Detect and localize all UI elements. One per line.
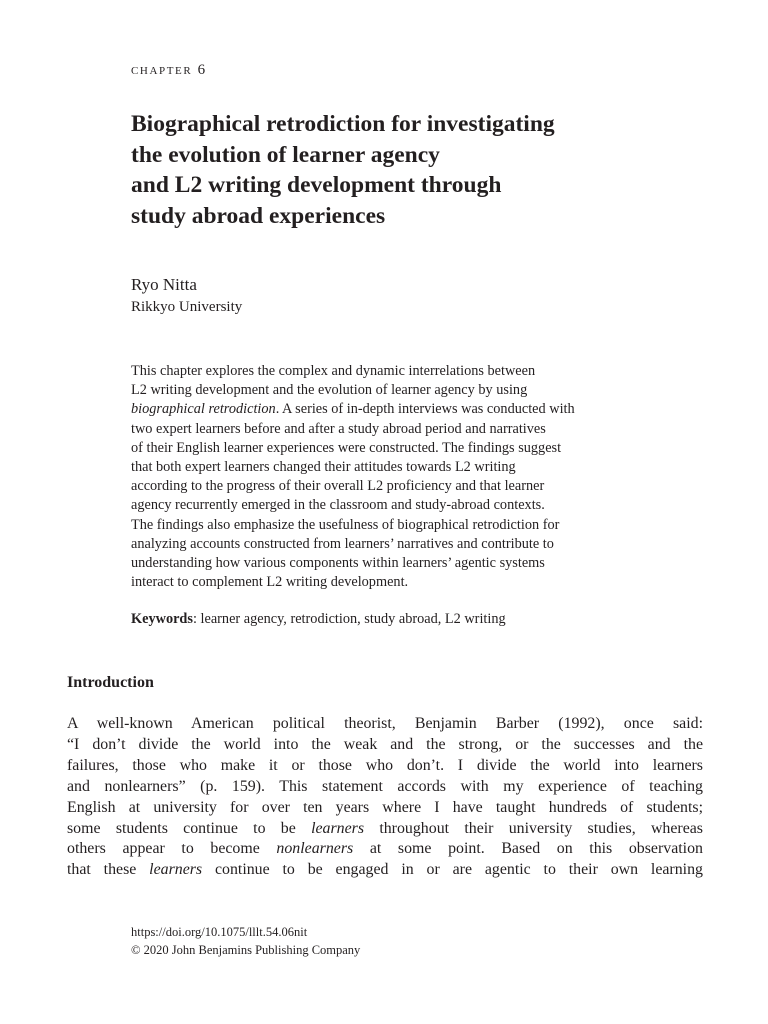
title-line: Biographical retrodiction for investigating	[131, 111, 555, 137]
doi-link[interactable]: https://doi.org/10.1075/lllt.54.06nit	[131, 925, 308, 939]
keywords-label: Keywords	[131, 611, 193, 627]
introduction-paragraph	[67, 714, 703, 881]
title-line: the evolution of learner agency	[131, 141, 440, 168]
body-line: and nonlearners” (p. 159). This statement accords with my experience of teaching	[67, 777, 703, 795]
body-text: that these	[67, 861, 150, 879]
body-text: throughout their university studies, whereas	[364, 819, 703, 837]
abstract-line: of their English learner experiences were constructed. The findings suggest	[131, 439, 562, 456]
author-affiliation: Rikkyo University	[131, 299, 243, 315]
abstract-line: The findings also emphasize the usefulness of biographical retrodiction for	[131, 516, 560, 533]
body-text: others appear to become	[67, 840, 277, 858]
emphasis: learners	[149, 861, 203, 879]
abstract-line	[131, 400, 691, 419]
body-text: continue to be engaged in or are agentic to their own learning	[202, 861, 703, 879]
abstract-line: two expert learners before and after a study abroad period and narratives	[131, 420, 546, 437]
doi-line	[131, 924, 360, 942]
copyright-notice: © 2020 John Benjamins Publishing Company	[131, 942, 361, 957]
abstract-line: understanding how various components within learners’ agentic systems	[131, 555, 545, 572]
body-line: “I don’t divide the world into the weak and the strong, or the successes and the	[67, 735, 703, 753]
body-text: at some point. Based on this observation	[353, 840, 703, 858]
abstract-text: . A series of in-depth interviews was conducted with	[275, 401, 575, 418]
body-line: English at university for over ten years where I have taught hundreds of students;	[67, 798, 703, 816]
title-line: and L2 writing development through	[131, 172, 502, 198]
abstract-line: interact to complement L2 writing development.	[131, 574, 409, 591]
body-line	[67, 839, 703, 860]
chapter-label: chapter 6	[131, 62, 207, 78]
abstract	[131, 362, 691, 592]
abstract-line: agency recurrently emerged in the classroom and study-abroad contexts.	[131, 497, 545, 514]
section-heading-introduction: Introduction	[67, 674, 154, 691]
keywords-text: : learner agency, retrodiction, study abroad, L2 writing	[192, 611, 506, 627]
abstract-line: This chapter explores the complex and dynamic interrelations between	[131, 363, 536, 379]
abstract-line: that both expert learners changed their attitudes towards L2 writing	[131, 459, 516, 476]
abstract-line: analyzing accounts constructed from learners’ narratives and contribute to	[131, 535, 554, 552]
body-line	[67, 860, 703, 881]
abstract-line: L2 writing development and the evolution of learner agency by using	[131, 382, 528, 399]
emphasis: nonlearners	[276, 840, 354, 858]
abstract-line: according to the progress of their overall L2 proficiency and that learner	[131, 478, 545, 495]
body-text: some students continue to be	[67, 819, 312, 837]
title-line: study abroad experiences	[131, 202, 386, 229]
keywords	[131, 611, 506, 628]
author-name: Ryo Nitta	[131, 275, 197, 294]
abstract-term: biographical retrodiction	[131, 401, 276, 418]
body-line: A well-known American political theorist, Benjamin Barber (1992), once said:	[67, 715, 703, 732]
page-footer	[131, 924, 360, 959]
body-line: failures, those who make it or those who don’t. I divide the world into learners	[67, 756, 703, 774]
emphasis: learners	[311, 819, 365, 837]
chapter-title	[131, 109, 691, 231]
body-line	[67, 819, 703, 840]
